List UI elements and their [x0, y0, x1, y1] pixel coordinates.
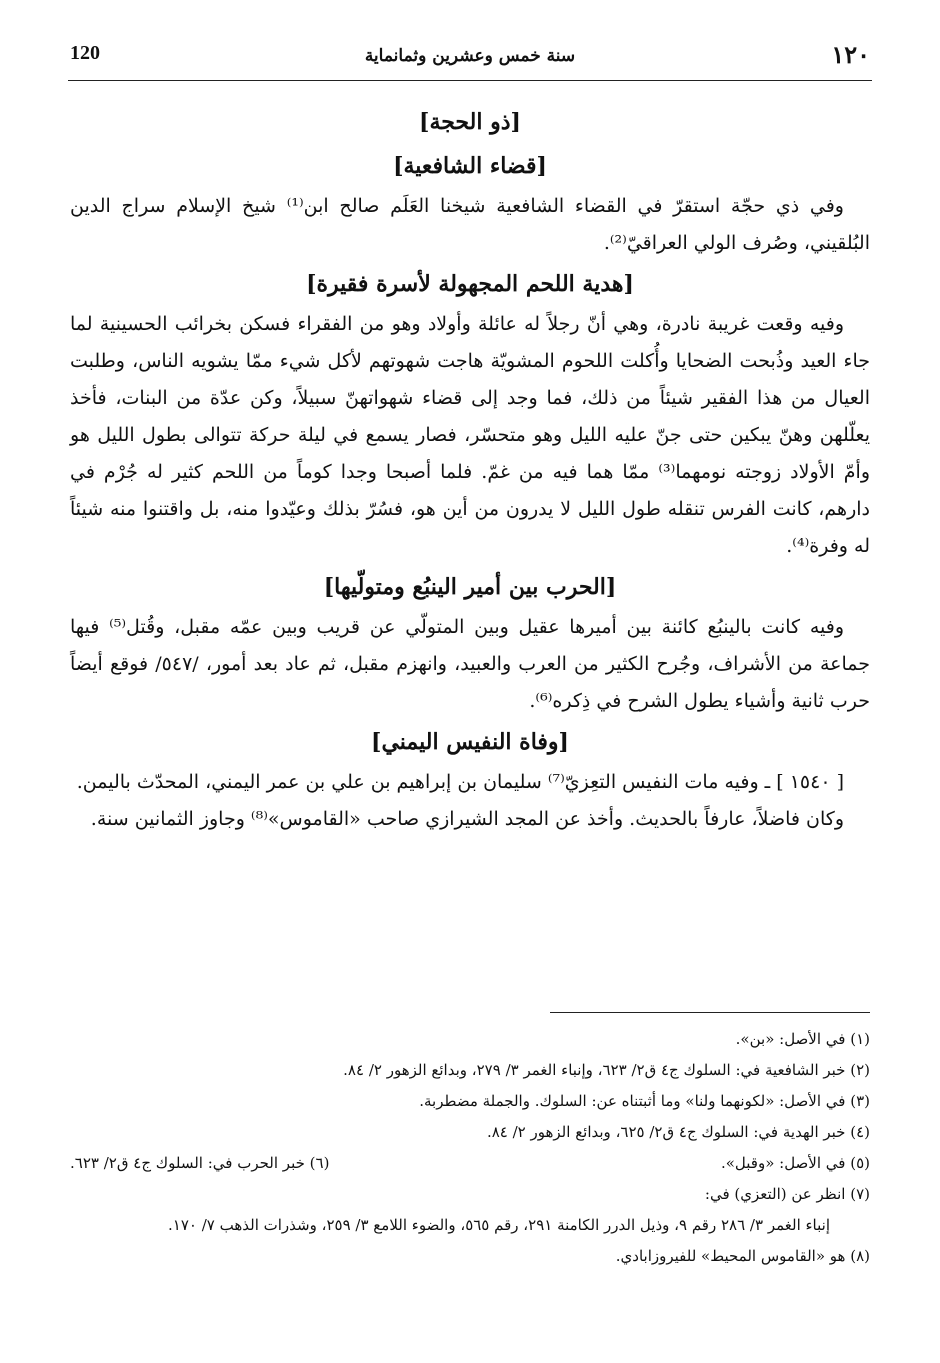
footnote-7: (٧) انظر عن (التعزي) في:	[704, 1185, 870, 1203]
footnote-4: (٤) خبر الهدية في: السلوك ج٤ ق٢/ ٦٢٥، وبدائع الزهور ٢/ ٨٤.	[486, 1123, 870, 1141]
section-title-nafis-death: [وفاة النفيس اليمني]	[371, 729, 569, 755]
footnote-5: (٥) في الأصل: «وقبل».	[720, 1154, 870, 1172]
footnote-divider	[550, 1012, 870, 1013]
footnote-3: (٣) في الأصل: «لكونهما ولنا» وما أثبتناه عن: السلوك. والجملة مضطربة.	[419, 1092, 870, 1110]
footnote-2: (٢) خبر الشافعية في: السلوك ج٤ ق٢/ ٦٢٣، وإنباء الغمر ٣/ ٢٧٩، وبدائع الزهور ٢/ ٨٤.	[343, 1061, 870, 1079]
section-title-shafii-judgeship: [قضاء الشافعية]	[393, 153, 547, 179]
paragraph-meat-gift: وفيه وقعت غريبة نادرة، وهي أنّ رجلاً له عائلة وأولاد وهو من الفقراء فسكن بخرائب الحسينية لما جاء العيد وذُبحت الضحايا وأُكلت اللحوم المشويّة هاجت شهوتهم لأكل شيء ممّا يشويه الناس، وطلبت العيال من هذا الفقير شيئاً من ذلك، فما وجد إلى قضاء شهواتهنّ سبيلاً، وكن عدّة من البنات، فأخذ يعلّلهن وهنّ يبكين حتى جنّ عليه الليل وهو متحسّر، فصار يسمع في ليلة حركة تتوالى بطول الليل هو وأمّ الأولاد زوجته نومهما⁽³⁾ ممّا هما فيه من غمّ. فلما أصبحا وجدا كوماً من اللحم كثير له جُرْم في دارهم، كانت الفرس تنقله طول الليل لا يدرون من أين هو، فسُرّ بذلك وعيّدوا منه، بل واقتنوا منه شيئاً له وفرة⁽⁴⁾.	[70, 313, 870, 557]
paragraph-shafii-judgeship: وفي ذي حجّة استقرّ في القضاء الشافعية شيخنا العَلَم صالح ابن⁽¹⁾ شيخ الإسلام سراج الدين البُلقيني، وصُرف الولي العراقيّ⁽²⁾.	[70, 195, 870, 254]
main-text	[70, 100, 870, 838]
section-title-yanbu-war: [الحرب بين أمير الينبُع ومتولّيها]	[323, 574, 617, 600]
paragraph-nafis-bio: وكان فاضلاً، عارفاً بالحديث. وأخذ عن المجد الشيرازي صاحب «القاموس»⁽⁸⁾ وجاوز الثمانين سنة.	[90, 808, 844, 830]
month-title: [ذو الحجة]	[419, 109, 521, 135]
section-title-meat-gift: [هدية اللحم المجهولة لأسرة فقيرة]	[306, 271, 634, 297]
footnote-row-5-6	[70, 1148, 870, 1179]
page-number-latin: 120	[70, 42, 100, 64]
footnote-6: (٦) خبر الحرب في: السلوك ج٤ ق٢/ ٦٢٣.	[70, 1154, 330, 1172]
paragraph-yanbu-war: وفيه كانت بالينبُع كائنة بين أميرها عقيل وبين المتولّي عن قريب وبين عمّه مقبل، وقُتل⁽⁵⁾ فيها جماعة من الأشراف، وجُرح الكثير من العرب والعبيد، وانهزم مقبل، ثم عاد بعد أمور، /٥٤٧/ فوقع أيضاً حرب ثانية وأشياء يطول الشرح في ذِكره⁽⁶⁾.	[70, 616, 870, 712]
footnotes	[70, 1024, 870, 1272]
footnote-8: (٨) هو «القاموس المحيط» للفيروزابادي.	[615, 1247, 870, 1265]
paragraph-nafis-death: [ ١٥٤٠ ] ـ وفيه مات النفيس التعِزيّ⁽⁷⁾ سليمان بن إبراهيم بن علي بن عمر اليمني، المحدّث باليمن.	[76, 771, 844, 793]
page-header	[68, 40, 872, 81]
page-number-arabic: ١٢٠	[831, 40, 870, 69]
footnote-1: (١) في الأصل: «بن».	[735, 1030, 870, 1048]
running-title: سنة خمس وعشرين وثمانماية	[364, 46, 576, 66]
footnote-7-sources: إنباء الغمر ٣/ ٢٨٦ رقم ٩، وذيل الدرر الكامنة ٢٩١، رقم ٥٦٥، والضوء اللامع ٣/ ٢٥٩، وشذرات الذهب ٧/ ١٧٠.	[168, 1216, 830, 1234]
